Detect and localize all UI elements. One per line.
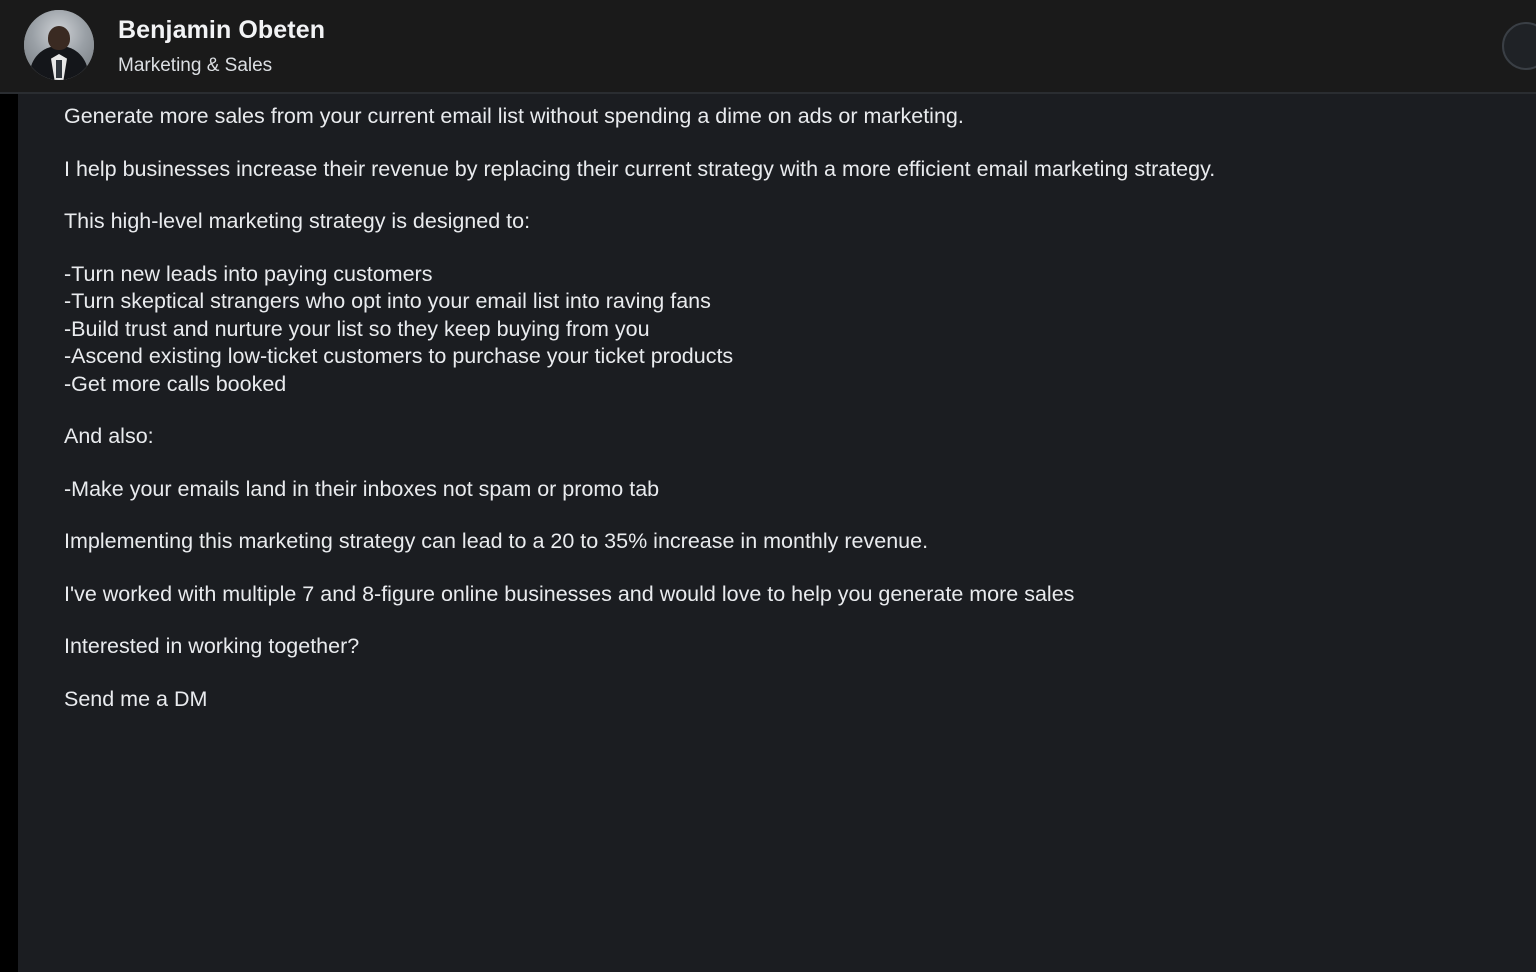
avatar-head-shape <box>48 26 70 50</box>
avatar[interactable] <box>24 10 94 80</box>
author-name[interactable]: Benjamin Obeten <box>118 16 326 44</box>
post-paragraph: I help businesses increase their revenue by replacing their current strategy with a more efficient email marketing strategy. <box>64 156 1216 181</box>
post-paragraph: Implementing this marketing strategy can lead to a 20 to 35% increase in monthly revenue. <box>64 529 929 553</box>
post-text-body <box>64 106 1484 710</box>
post-bullet-list-secondary <box>64 476 1484 501</box>
post-bullet-list <box>64 261 1484 396</box>
post-bullet-item: -Build trust and nurture your list so they keep buying from you <box>64 316 650 341</box>
post-paragraph: And also: <box>64 424 154 448</box>
post-paragraph: I've worked with multiple 7 and 8-figure online businesses and would love to help you generate more sales <box>64 581 1075 606</box>
post-bullet-item: -Get more calls booked <box>64 371 287 396</box>
post-paragraph: Send me a DM <box>64 686 208 711</box>
left-gutter <box>0 94 18 972</box>
post-content-panel <box>18 94 1536 972</box>
post-bullet-item: -Make your emails land in their inboxes not spam or promo tab <box>64 476 660 501</box>
post-paragraph: Interested in working together? <box>64 634 360 658</box>
post-bullet-item: -Ascend existing low-ticket customers to purchase your ticket products <box>64 344 734 368</box>
author-headline: Marketing & Sales <box>118 55 273 76</box>
post-paragraph: This high-level marketing strategy is designed to: <box>64 209 531 233</box>
avatar-tie-shape <box>56 60 62 78</box>
post-paragraph: Generate more sales from your current email list without spending a dime on ads or marketing. <box>64 104 964 128</box>
circle-avatar-partial-icon[interactable] <box>1502 22 1536 70</box>
post-bullet-item: -Turn skeptical strangers who opt into your email list into raving fans <box>64 289 711 313</box>
post-bullet-item: -Turn new leads into paying customers <box>64 261 433 286</box>
post-author-header <box>0 0 1536 93</box>
